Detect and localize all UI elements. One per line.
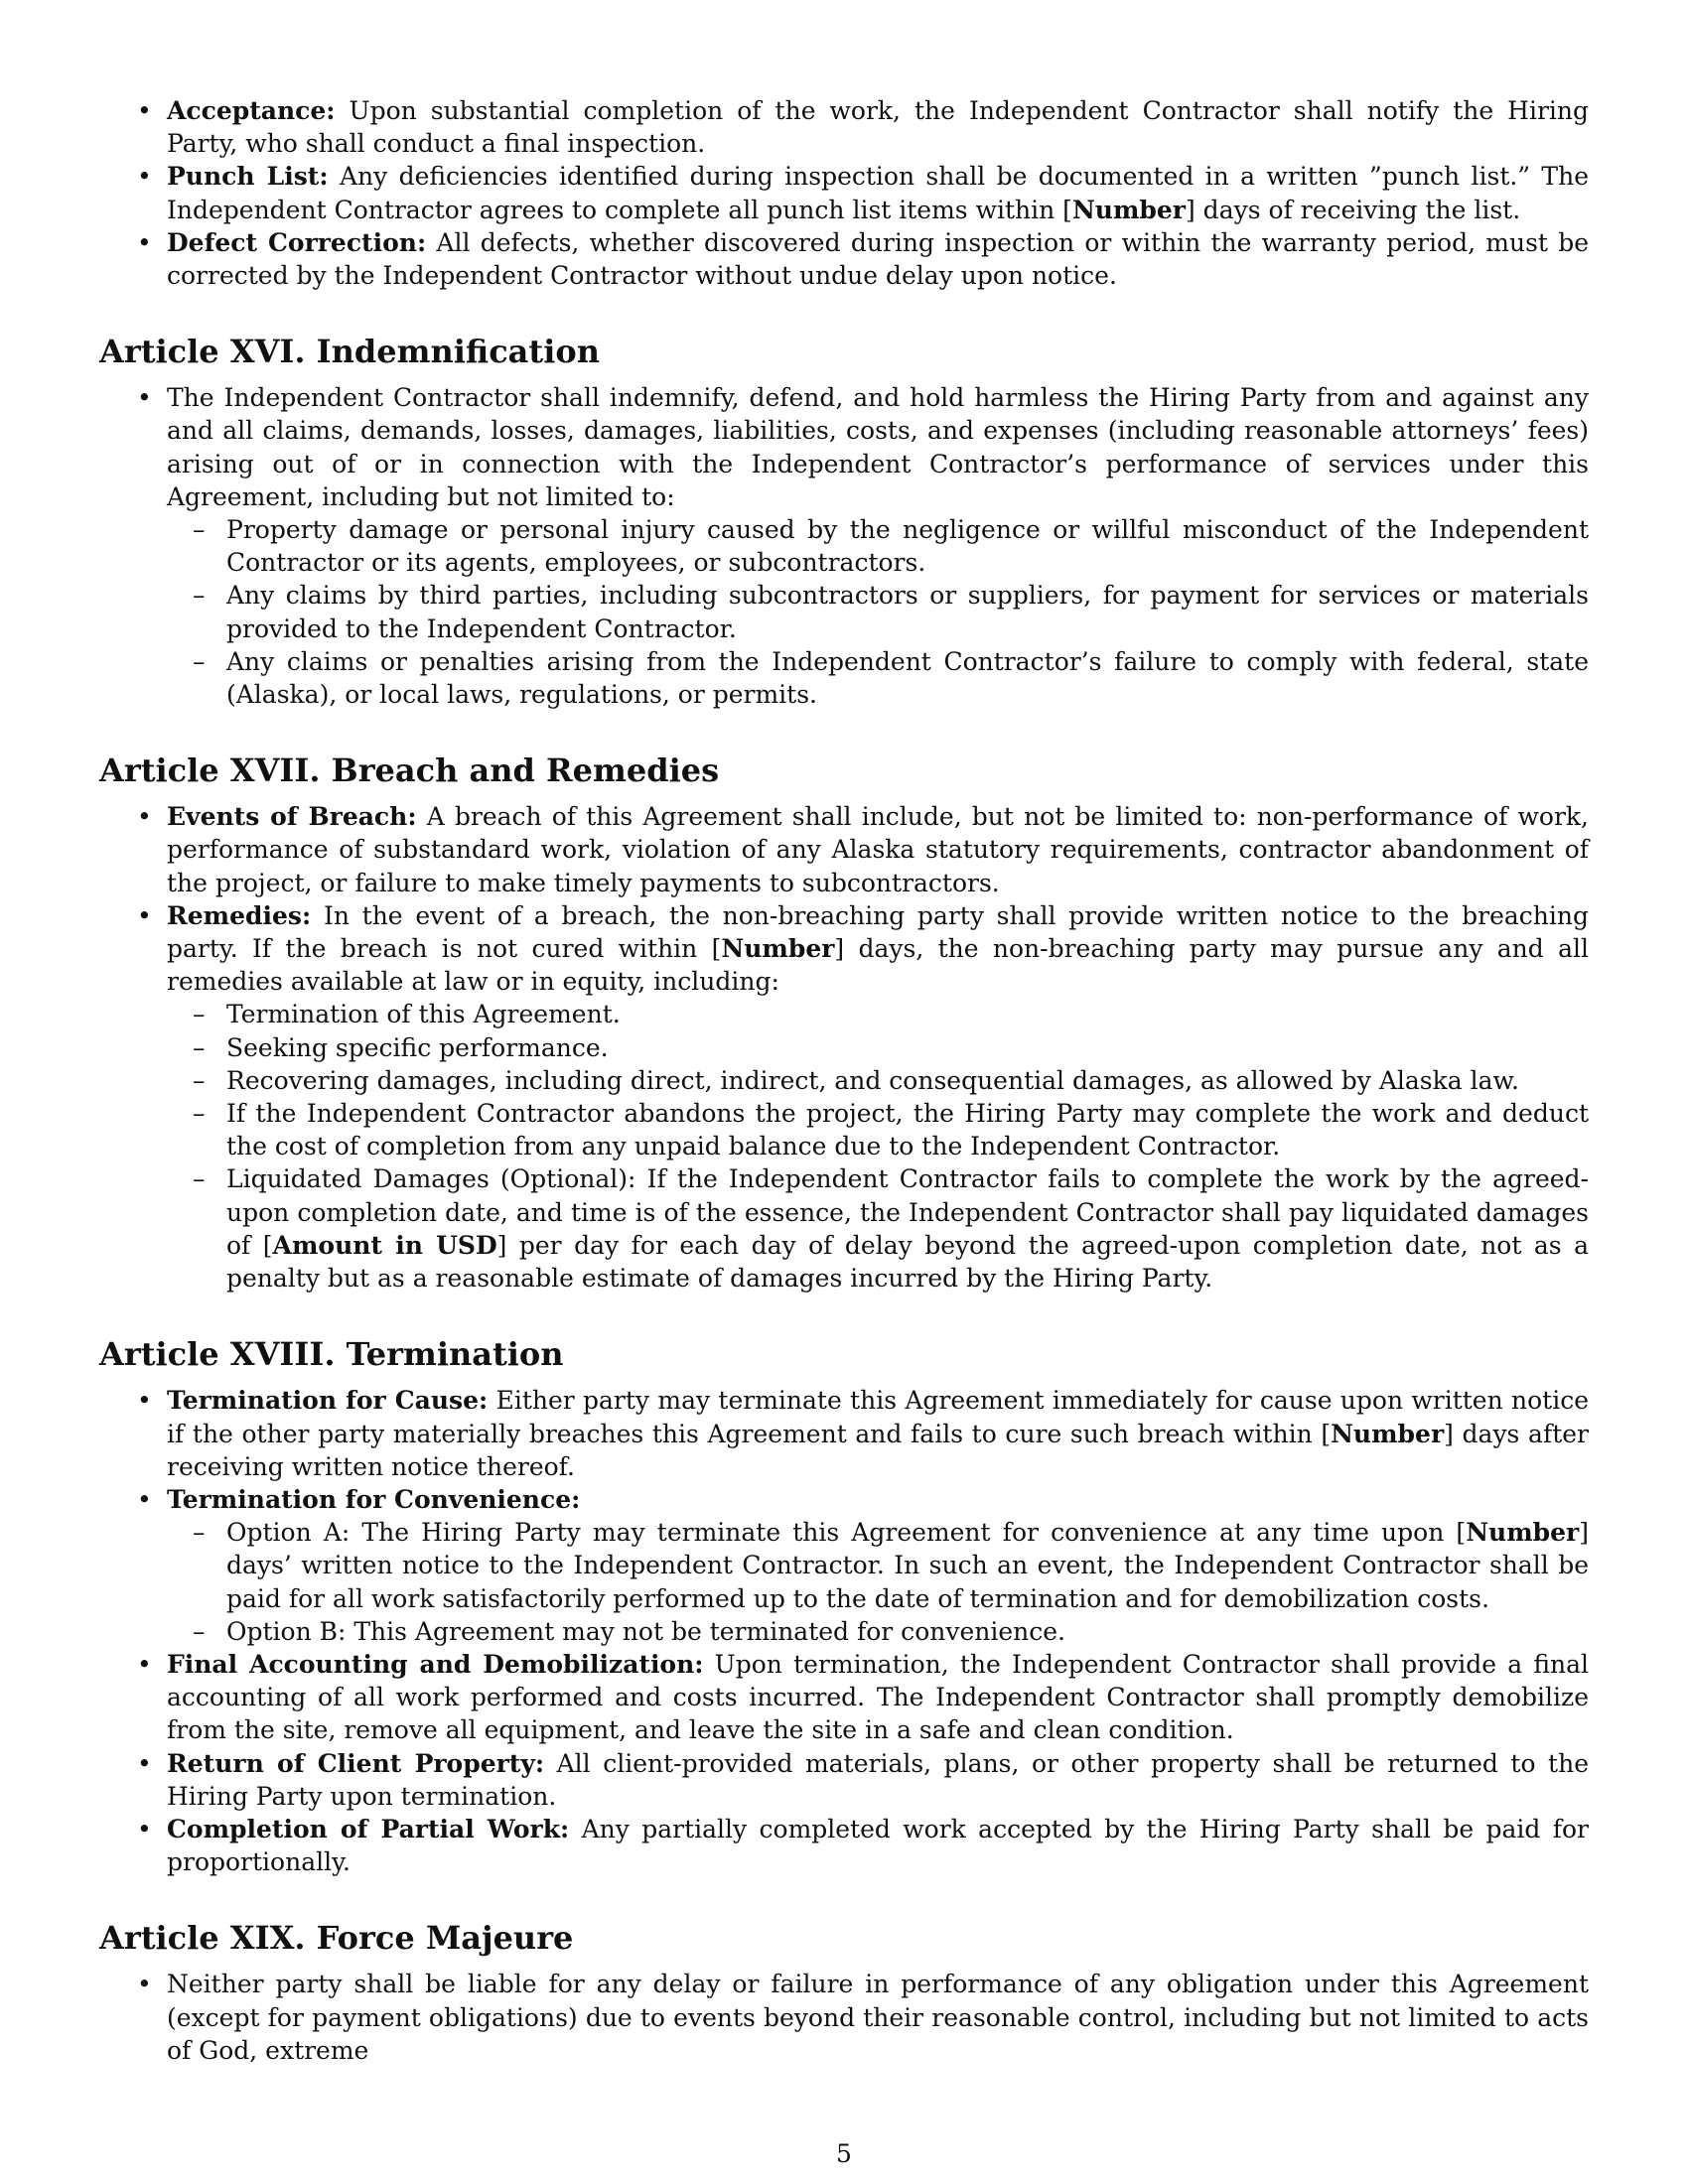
sub-list-item: – Liquidated Damages (Optional): If the Independent Contractor fails to complete the work by the agreed-upon completion date, and time is of the essence, the Independent Contractor shall pay liquidated damages of [Amount in USD] per day for each day of delay beyond the agreed-upon completion date, not as a penalty but as a reasonable estimate of damages incurred by the Hiring Party. xyxy=(167,1162,1589,1295)
section-heading-breach-remedies: Article XVII. Breach and Remedies xyxy=(99,751,720,790)
sub-list-item: – Any claims by third parties, including subcontractors or suppliers, for payment for services or materials provided to the Independent Contractor. xyxy=(167,579,1589,644)
list-item: • Termination for Convenience: – Option A: The Hiring Party may terminate this Agreement for convenience at any time upon [Number] days’ written notice to the Independent Contractor. In such an event, the Independent Contractor shall be paid for all work satisfactorily performed up to the date of termination and for demobilization costs. – Option B: This Agreement may not be terminated for convenience. xyxy=(99,1483,1589,1648)
placeholder-number: Number xyxy=(721,934,835,964)
list-item: • Neither party shall be liable for any delay or failure in performance of any obligation under this Agreement (except for payment obligations) due to events beyond their reasonable control, including but not limited to acts of God, extreme xyxy=(99,1968,1589,2067)
termination-list xyxy=(99,1384,1589,1878)
list-item: • Remedies: In the event of a breach, the non-breaching party shall provide written notice to the breaching party. If the breach is not cured within [Number] days, the non-breaching party may pursue any and all remedies available at law or in equity, including: – Termination of this Agreement. – Seeking specific performance. – Recovering damages, including direct, indirect, and consequential damages, as allowed by Alaska law. – If the Independent Contractor abandons the project, the Hiring Party may complete the work and deduct the cost of completion from any unpaid balance due to the Independent Contractor. – Liquidated Damages (Optional): If the Independent Contractor fails to complete the work by the agreed-upon completion date, and time is of the essence, the Independent Contractor shall pay liquidated damages of [Amount in USD] per day for each day of delay beyond the agreed-upon completion date, not as a penalty but as a reasonable estimate of damages incurred by the Hiring Party. xyxy=(99,899,1589,1295)
list-item: • Events of Breach: A breach of this Agreement shall include, but not be limited to: non-performance of work, performance of substandard work, violation of any Alaska statutory requirements, contractor abandonment of the project, or failure to make timely payments to subcontractors. xyxy=(99,800,1589,899)
list-item: • Final Accounting and Demobilization: Upon termination, the Independent Contractor shall provide a final accounting of all work performed and costs incurred. The Independent Contractor shall promptly demobilize from the site, remove all equipment, and leave the site in a safe and clean condition. xyxy=(99,1648,1589,1747)
placeholder-number: Number xyxy=(1331,1419,1445,1448)
sub-list-item: – Any claims or penalties arising from the Independent Contractor’s failure to comply with federal, state (Alaska), or local laws, regulations, or permits. xyxy=(167,645,1589,711)
sub-list xyxy=(167,513,1589,711)
sub-list xyxy=(167,998,1589,1295)
list-item: • Punch List: Any deficiencies identified during inspection shall be documented in a written ”punch list.” The Independent Contractor agrees to complete all punch list items within [Number] days of receiving the list. xyxy=(99,160,1589,225)
placeholder-number: Number xyxy=(1466,1518,1580,1548)
sub-list-item: – Recovering damages, including direct, indirect, and consequential damages, as allowed by Alaska law. xyxy=(167,1064,1589,1097)
sub-list-item: – Property damage or personal injury caused by the negligence or willful misconduct of the Independent Contractor or its agents, employees, or subcontractors. xyxy=(167,513,1589,579)
list-item: • The Independent Contractor shall indemnify, defend, and hold harmless the Hiring Party from and against any and all claims, demands, losses, damages, liabilities, costs, and expenses (including reasonable attorneys’ fees) arising out of or in connection with the Independent Contractor’s performance of services under this Agreement, including but not limited to: – Property damage or personal injury caused by the negligence or willful misconduct of the Independent Contractor or its agents, employees, or subcontractors. – Any claims by third parties, including subcontractors or suppliers, for payment for services or materials provided to the Independent Contractor. – Any claims or penalties arising from the Independent Contractor’s failure to comply with federal, state (Alaska), or local laws, regulations, or permits. xyxy=(99,381,1589,711)
page-number: 5 xyxy=(836,2139,852,2168)
force-majeure-list xyxy=(99,1968,1589,2067)
list-item: • Defect Correction: All defects, whether discovered during inspection or within the warranty period, must be corrected by the Independent Contractor without undue delay upon notice. xyxy=(99,226,1589,292)
sub-list-item: – If the Independent Contractor abandons the project, the Hiring Party may complete the work and deduct the cost of completion from any unpaid balance due to the Independent Contractor. xyxy=(167,1097,1589,1162)
sub-list-item: – Option B: This Agreement may not be terminated for convenience. xyxy=(167,1615,1589,1648)
sub-list-item: – Seeking specific performance. xyxy=(167,1031,1589,1064)
section-heading-termination: Article XVIII. Termination xyxy=(99,1335,564,1374)
sub-list-item: – Termination of this Agreement. xyxy=(167,998,1589,1030)
breach-list xyxy=(99,800,1589,1295)
acceptance-list xyxy=(99,94,1589,292)
document-page xyxy=(99,94,1589,2067)
list-item: • Acceptance: Upon substantial completion of the work, the Independent Contractor shall notify the Hiring Party, who shall conduct a final inspection. xyxy=(99,94,1589,160)
placeholder-number: Number xyxy=(1071,195,1186,224)
section-heading-indemnification: Article XVI. Indemnification xyxy=(99,333,600,371)
section-heading-force-majeure: Article XIX. Force Majeure xyxy=(99,1919,574,1958)
list-item: • Return of Client Property: All client-provided materials, plans, or other property shall be returned to the Hiring Party upon termination. xyxy=(99,1747,1589,1813)
placeholder-amount: Amount in USD xyxy=(272,1230,497,1260)
indemnification-list xyxy=(99,381,1589,711)
list-item: • Termination for Cause: Either party may terminate this Agreement immediately for cause upon written notice if the other party materially breaches this Agreement and fails to cure such breach within [Number] days after receiving written notice thereof. xyxy=(99,1384,1589,1483)
sub-list xyxy=(167,1516,1589,1648)
sub-list-item: – Option A: The Hiring Party may terminate this Agreement for convenience at any time upon [Number] days’ written notice to the Independent Contractor. In such an event, the Independent Contractor shall be paid for all work satisfactorily performed up to the date of termination and for demobilization costs. xyxy=(167,1516,1589,1615)
list-item: • Completion of Partial Work: Any partially completed work accepted by the Hiring Party shall be paid for proportionally. xyxy=(99,1813,1589,1878)
